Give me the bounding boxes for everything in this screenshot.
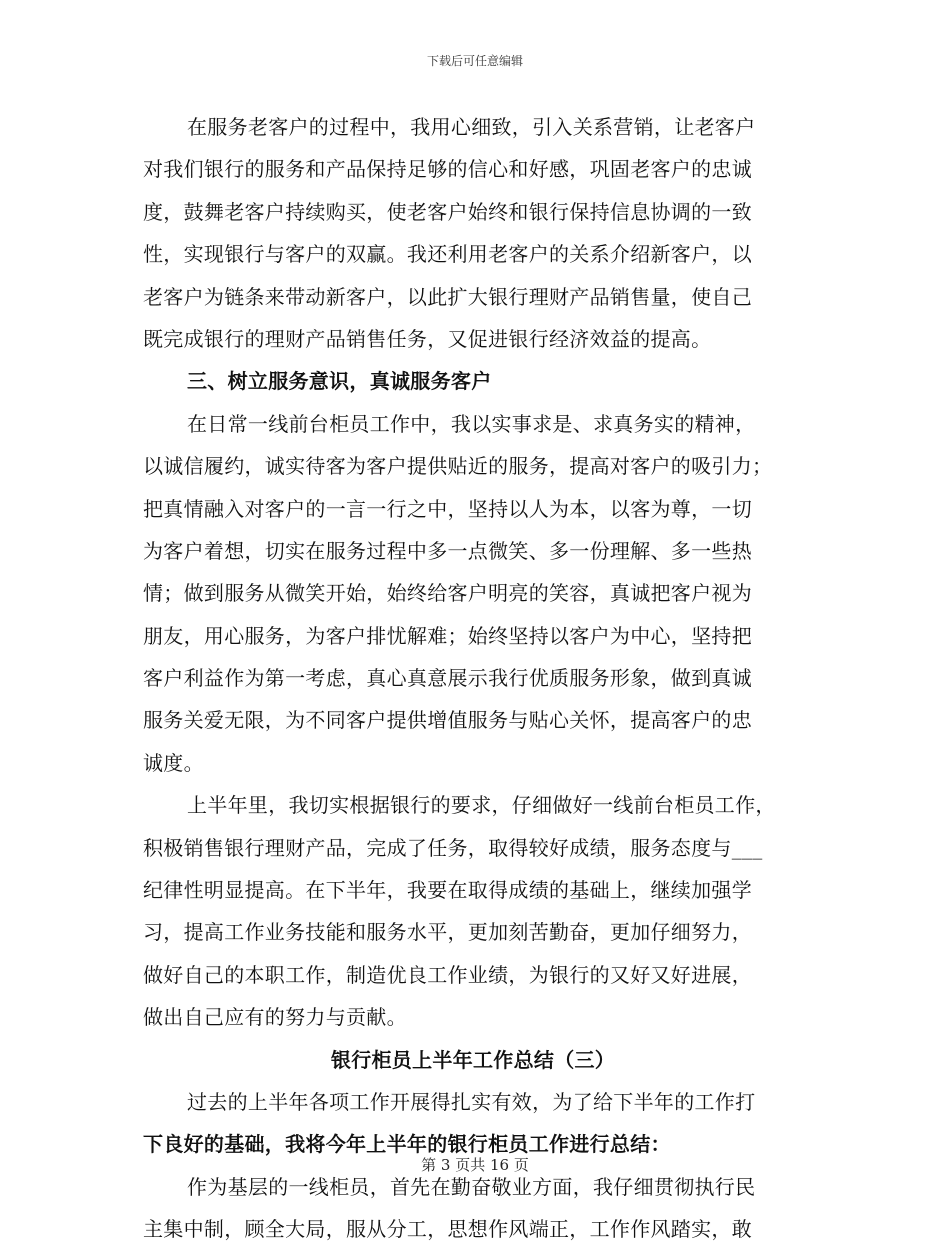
text-line: 诚度。 <box>143 750 204 775</box>
text-line: 把真情融入对客户的一言一行之中，坚持以人为本，以客为尊，一切 <box>143 496 752 521</box>
text-line: 对我们银行的服务和产品保持足够的信心和好感，巩固老客户的忠诚 <box>143 157 752 182</box>
text-line: 在服务老客户的过程中，我用心细致，引入关系营销，让老客户 <box>187 115 756 139</box>
text-line: 纪律性明显提高。在下半年，我要在取得成绩的基础上，继续加强学 <box>143 878 752 903</box>
text-line: 做好自己的本职工作，制造优良工作业绩，为银行的又好又好进展， <box>143 962 752 987</box>
text-line: 主集中制，顾全大局，服从分工，思想作风端正，工作作风踏实，敢 <box>143 1217 752 1242</box>
text-line: 服务关爱无限，为不同客户提供增值服务与贴心关怀，提高客户的忠 <box>143 708 752 733</box>
text-line: 为客户着想，切实在服务过程中多一点微笑、多一份理解、多一些热 <box>143 538 752 563</box>
text-line: 积极销售银行理财产品，完成了任务，取得较好成绩，服务态度与___ <box>143 835 763 860</box>
text-line: 老客户为链条来带动新客户，以此扩大银行理财产品销售量，使自己 <box>143 284 752 309</box>
document-body <box>143 106 803 1251</box>
text-line: 性，实现银行与客户的双赢。我还利用老客户的关系介绍新客户，以 <box>143 242 752 267</box>
section-heading: 三、树立服务意识，真诚服务客户 <box>187 369 492 394</box>
text-line: 做出自己应有的努力与贡献。 <box>143 1005 407 1030</box>
text-line: 习，提高工作业务技能和服务水平，更加刻苦勤奋，更加仔细努力， <box>143 920 752 945</box>
page-footer: 第 3 页共 16 页 <box>421 1156 529 1174</box>
page-header: 下载后可任意编辑 <box>426 54 523 68</box>
text-line: 以诚信履约，诚实待客为客户提供贴近的服务，提高对客户的吸引力； <box>143 454 773 479</box>
text-line: 过去的上半年各项工作开展得扎实有效，为了给下半年的工作打 <box>187 1089 756 1114</box>
text-line: 下良好的基础，我将今年上半年的银行柜员工作进行总结： <box>143 1132 671 1157</box>
text-line: 既完成银行的理财产品销售任务，又促进银行经济效益的提高。 <box>143 326 712 351</box>
text-line: 客户利益作为第一考虑，真心真意展示我行优质服务形象，做到真诚 <box>143 666 752 691</box>
text-line: 度，鼓舞老客户持续购买，使老客户始终和银行保持信息协调的一致 <box>143 199 752 224</box>
section-title: 银行柜员上半年工作总结（三） <box>330 1047 616 1072</box>
text-line: 在日常一线前台柜员工作中，我以实事求是、求真务实的精神， <box>187 411 756 436</box>
text-line: 上半年里，我切实根据银行的要求，仔细做好一线前台柜员工作， <box>187 793 776 818</box>
text-line: 情；做到服务从微笑开始，始终给客户明亮的笑容，真诚把客户视为 <box>143 581 752 606</box>
text-line: 朋友，用心服务，为客户排忧解难；始终坚持以客户为中心，坚持把 <box>143 623 752 648</box>
text-line: 作为基层的一线柜员，首先在勤奋敬业方面，我仔细贯彻执行民 <box>187 1174 756 1199</box>
